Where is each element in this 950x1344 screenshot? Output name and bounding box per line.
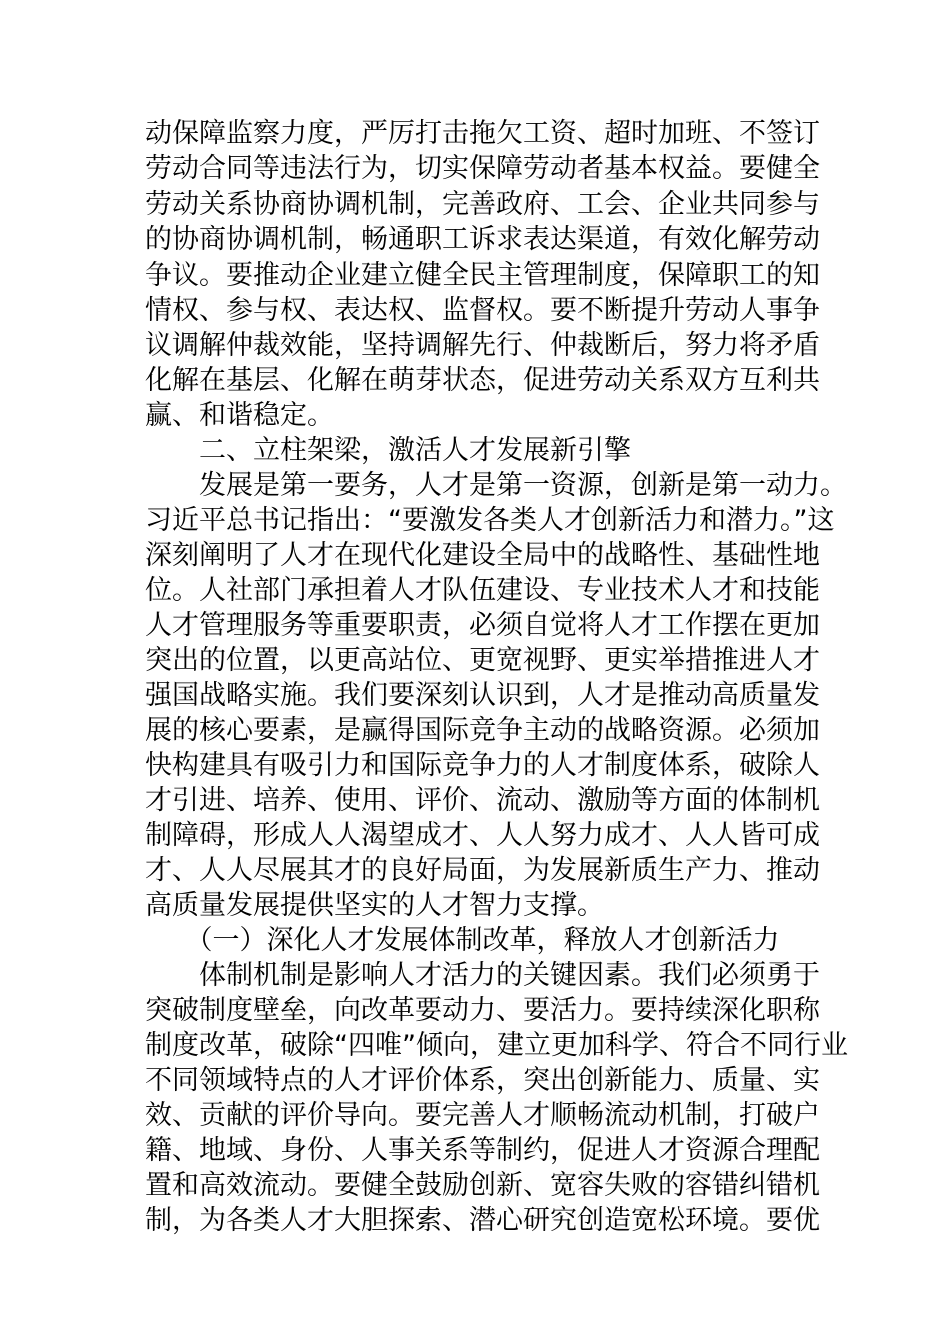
text-line: 劳动关系协商协调机制，完善政府、工会、企业共同参与 (145, 189, 820, 220)
text-line: 强国战略实施。我们要深刻认识到，人才是推动高质量发 (145, 680, 820, 711)
text-line: 化解在基层、化解在萌芽状态，促进劳动关系双方互利共 (145, 365, 820, 396)
text-line: 的协商协调机制，畅通职工诉求表达渠道，有效化解劳动 (145, 224, 820, 255)
text-line: 争议。要推动企业建立健全民主管理制度，保障职工的知 (145, 260, 820, 291)
subsection-heading: （一）深化人才发展体制改革，释放人才创新活力 (145, 925, 780, 956)
text-line: 人才管理服务等重要职责，必须自觉将人才工作摆在更加 (145, 610, 820, 641)
text-line: 体制机制是影响人才活力的关键因素。我们必须勇于 (145, 960, 820, 991)
text-line: 置和高效流动。要健全鼓励创新、宽容失败的容错纠错机 (145, 1170, 820, 1201)
text-line: 才、人人尽展其才的良好局面，为发展新质生产力、推动 (145, 855, 820, 886)
text-line: 效、贡献的评价导向。要完善人才顺畅流动机制，打破户 (145, 1100, 820, 1131)
text-line: 动保障监察力度，严厉打击拖欠工资、超时加班、不签订 (145, 118, 820, 149)
text-line: 赢、和谐稳定。 (145, 400, 334, 431)
text-line: 快构建具有吸引力和国际竞争力的人才制度体系，破除人 (145, 750, 820, 781)
text-line: 突破制度壁垒，向改革要动力、要活力。要持续深化职称 (145, 995, 820, 1026)
text-line: 深刻阐明了人才在现代化建设全局中的战略性、基础性地 (145, 540, 820, 571)
text-line: 高质量发展提供坚实的人才智力支撑。 (145, 890, 604, 921)
text-line: 制，为各类人才大胆探索、潜心研究创造宽松环境。要优 (145, 1205, 820, 1236)
text-line: 展的核心要素，是赢得国际竞争主动的战略资源。必须加 (145, 715, 820, 746)
section-heading: 二、立柱架梁，激活人才发展新引擎 (145, 435, 631, 466)
text-line: 不同领域特点的人才评价体系，突出创新能力、质量、实 (145, 1065, 820, 1096)
text-line: 制度改革，破除“四唯”倾向，建立更加科学、符合不同行业 (145, 1030, 848, 1061)
text-line: 发展是第一要务，人才是第一资源，创新是第一动力。 (145, 470, 847, 501)
text-line: 籍、地域、身份、人事关系等制约，促进人才资源合理配 (145, 1135, 820, 1166)
text-line: 议调解仲裁效能，坚持调解先行、仲裁断后，努力将矛盾 (145, 330, 820, 361)
text-line: 突出的位置，以更高站位、更宽视野、更实举措推进人才 (145, 645, 820, 676)
text-line: 位。人社部门承担着人才队伍建设、专业技术人才和技能 (145, 575, 820, 606)
text-line: 情权、参与权、表达权、监督权。要不断提升劳动人事争 (145, 295, 820, 326)
text-line: 劳动合同等违法行为，切实保障劳动者基本权益。要健全 (145, 153, 820, 184)
text-line: 习近平总书记指出：“要激发各类人才创新活力和潜力。”这 (145, 505, 835, 536)
text-line: 才引进、培养、使用、评价、流动、激励等方面的体制机 (145, 785, 820, 816)
text-line: 制障碍，形成人人渴望成才、人人努力成才、人人皆可成 (145, 820, 820, 851)
